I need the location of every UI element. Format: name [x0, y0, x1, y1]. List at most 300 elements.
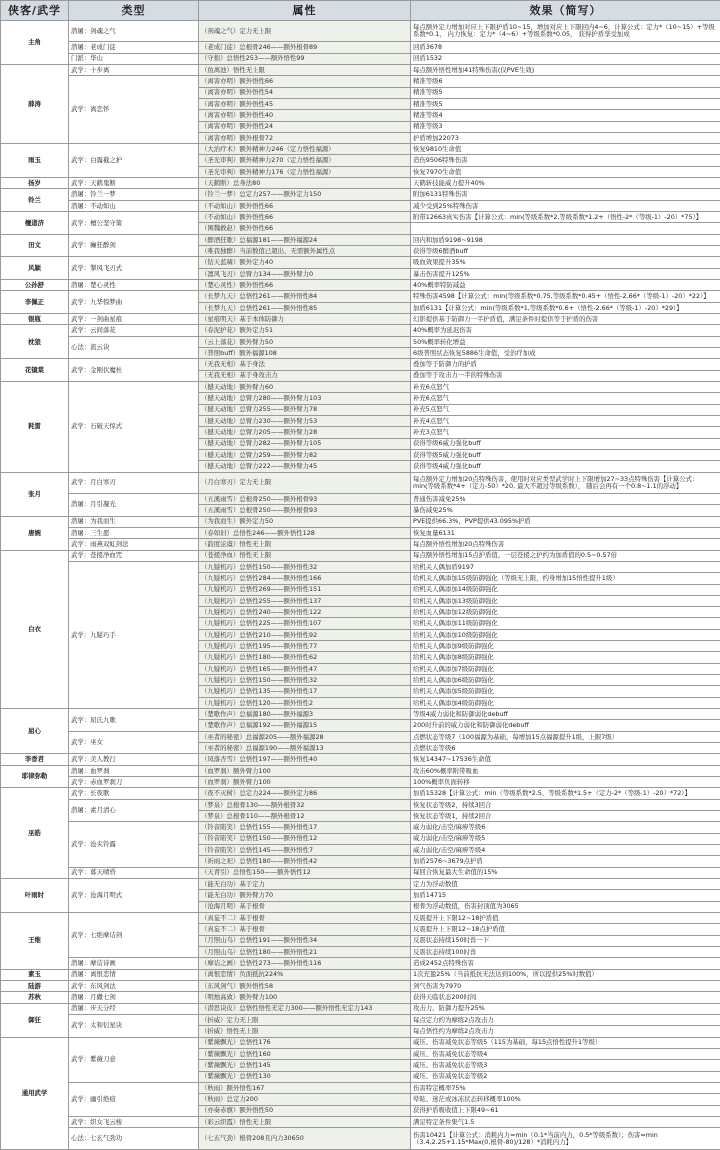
attribute-cell: （离害亦明）额外悟性45: [199, 98, 411, 109]
effect-cell: 给机关人偶添加8级防御强化: [411, 652, 720, 663]
hero-name-cell: 耶律弥勒: [1, 765, 69, 788]
attribute-cell: （九疑机巧）总悟性150——额外悟性32: [199, 675, 411, 686]
attribute-cell: （紫薇飘光）总悟性145: [199, 1060, 411, 1071]
attribute-cell: （九疑机巧）总悟性225——额外悟性107: [199, 618, 411, 629]
header-type: 类型: [69, 1, 199, 21]
attribute-cell: （真妄不二）基于根骨: [199, 924, 411, 935]
table-row: [1, 879, 720, 890]
attribute-cell: （春如旧）总悟性246——额外悟性128: [199, 527, 411, 538]
effect-cell: 伤害10421【计算公式：消耗内力=min（0.1*当前内力，0.5*等级系数）；伤害=min（3.4,2.25+1.15*Max(0,根骨-80)/128）*消耗内力】: [411, 1128, 720, 1150]
skill-type-cell: 武学：七绝摩诘剑: [69, 913, 199, 958]
effect-cell: 附带12663真实伤害【计算公式：min(等级系数*2,等级系数*1.2+（悟性-2*（等级-1）-20）*75）】: [411, 212, 720, 223]
attribute-cell: （沧海月明）基于根骨: [199, 901, 411, 912]
effect-cell: 恢复7970生命值: [411, 166, 720, 177]
table-row: [1, 382, 720, 393]
effect-cell: 获得等级4威力强化buff: [411, 461, 720, 472]
effect-cell: 精准等级4: [411, 110, 720, 121]
table-row: [1, 822, 720, 833]
attribute-cell: （五溪雨雪）总根骨250——额外根骨93: [199, 493, 411, 504]
effect-cell: 给机关人偶添加13级防御强化: [411, 595, 720, 606]
table-row: [1, 42, 720, 53]
attribute-cell: （凛风飞刃）总臂力134——额外臂力0: [199, 268, 411, 279]
effect-cell: 给机关人偶添加10级防御强化: [411, 629, 720, 640]
effect-cell: 回盾3678: [411, 42, 720, 53]
skill-type-cell: 潜屠：剑魂之气: [69, 21, 199, 42]
effect-cell: 伤害特定概率75%: [411, 1082, 720, 1093]
effect-cell: 每点额外悟性增加15点护盾值，一层苍援之护约为加盾值的0.5~0.57倍: [411, 550, 720, 561]
attribute-cell: （铃兰一梦）总定力257——额外定力150: [199, 189, 411, 200]
attribute-cell: （九疑机巧）总悟性150——额外悟性32: [199, 561, 411, 572]
attribute-cell: （离恨恋情）负面抵抗224%: [199, 969, 411, 980]
effect-cell: 威力弱化/击空/麻痹等级5: [411, 833, 720, 844]
hero-name-cell: 雨玉: [1, 144, 69, 178]
table-row: [1, 325, 720, 336]
table-row: [1, 799, 720, 810]
header-effect: 效果（简写）: [411, 1, 720, 21]
table-row: [1, 1003, 720, 1014]
table-row: [1, 539, 720, 550]
table-row: [1, 1014, 720, 1025]
skill-type-cell: 武学：檀公坚守策: [69, 212, 199, 235]
attribute-cell: （秋雨）额外悟性167: [199, 1082, 411, 1093]
attribute-cell: （九疑机巧）总悟性165——额外悟性47: [199, 663, 411, 674]
attribute-cell: （亦奏赤旗）额外悟性50: [199, 1105, 411, 1116]
effect-cell: 给机关人偶添加12级防御强化: [411, 607, 720, 618]
hero-name-cell: 铃兰: [1, 189, 69, 212]
skill-type-cell: 潜屠：离恨恋情: [69, 969, 199, 980]
attribute-cell: （星痕明天）基于本体防御力: [199, 314, 411, 325]
effect-cell: 40%概率特防减益: [411, 280, 720, 291]
skill-type-cell: 潜屠：月繖七剑: [69, 992, 199, 1003]
effect-cell: 回内和加盾9198~9198: [411, 234, 720, 245]
effect-cell: 恢复9810生命值: [411, 144, 720, 155]
table-body: [1, 21, 720, 1150]
attribute-cell: （梦泉）总根骨110——额外根骨12: [199, 811, 411, 822]
effect-cell: 每回合恢复最大生命值的15%: [411, 867, 720, 878]
effect-cell: 给机关人偶添加5级防御强化: [411, 686, 720, 697]
effect-cell: 每点额外定力增加20点特殊伤害，使用时对应类型武学时上下限增加27~33点特殊伤害【计算公式：min(等级系数*4+（定力-50）*20, 最大不超过等级系数）， 随后会再有一个0.8~1.1的浮动】: [411, 472, 720, 493]
attribute-cell: （围魏救赵）额外悟性66: [199, 223, 411, 234]
attribute-cell: （长梦九天）总悟性261——额外悟性84: [199, 291, 411, 302]
effect-cell: 恢复14347~17536生命值: [411, 754, 720, 765]
effect-cell: 补充6点怒气: [411, 393, 720, 404]
attribute-cell: （离害亦明）额外悟性40: [199, 110, 411, 121]
attribute-cell: （大治疗术）额外精神力246（定力悟性福源）: [199, 144, 411, 155]
effect-cell: 普通伤害减免25%: [411, 493, 720, 504]
skill-type-cell: 武学：九华惊梦曲: [69, 291, 199, 314]
hero-name-cell: 巫皓: [1, 788, 69, 879]
table-row: [1, 64, 720, 75]
attribute-cell: （月照山乌）总悟性180——额外悟性21: [199, 947, 411, 958]
attribute-cell: （撼天动地）总臂力259——额外臂力82: [199, 450, 411, 461]
attribute-cell: （唯我独醉）当前数值已超出，无需额外属性点: [199, 246, 411, 257]
effect-cell: 精准等级5: [411, 87, 720, 98]
attribute-cell: （血罗刹）额外臂力100: [199, 777, 411, 788]
skill-type-cell: 武学：屈氏九歌: [69, 709, 199, 732]
table-row: [1, 731, 720, 742]
attribute-cell: （九疑机巧）总悟性180——额外悟性62: [199, 652, 411, 663]
effect-cell: 获得等级6威力强化buff: [411, 438, 720, 449]
attribute-cell: （圣光审判）额外精神力176（定力悟性福源）: [199, 166, 411, 177]
attribute-cell: （九疑机巧）总悟性195——额外悟性77: [199, 641, 411, 652]
effect-cell: 反震提升上下限12~18点护盾值: [411, 924, 720, 935]
skill-type-cell: 潜屠：不动如山: [69, 200, 199, 211]
effect-cell: 40%概率为延迟伤害: [411, 325, 720, 336]
table-header-row: [1, 1, 720, 21]
effect-cell: 给机关人偶添加6级防御强化: [411, 675, 720, 686]
table-row: [1, 291, 720, 302]
hero-name-cell: 通用武学: [1, 1037, 69, 1149]
effect-cell: 精准等级6: [411, 76, 720, 87]
effect-cell: 威压、伤害减免状态等级5（115为基础，每15点悟性提升1等级）: [411, 1037, 720, 1048]
table-row: [1, 189, 720, 200]
table-row: [1, 76, 720, 87]
hero-name-cell: 薛涛: [1, 64, 69, 143]
attribute-cell: （巫者的秘密）总福源205——额外福源28: [199, 731, 411, 742]
hero-name-cell: 白衣: [1, 550, 69, 709]
attribute-cell: （撼天动地）总臂力255——额外臂力78: [199, 404, 411, 415]
effect-cell: 加盾6131【计算公式：min(等级系数*1,等级系数*0.6+（悟性-2.66*（等级-1）-20）*29）】: [411, 302, 720, 313]
skill-type-cell: 武学：金刚伏魔杜: [69, 359, 199, 382]
table-row: [1, 867, 720, 878]
effect-cell: 加盾2576~3679点护盾: [411, 856, 720, 867]
attribute-cell: （祈雨之祀）总悟性180——额外悟性42: [199, 856, 411, 867]
effect-cell: 威力弱化/击空/麻痹等级4: [411, 845, 720, 856]
effect-cell: 定力为浮动数值: [411, 879, 720, 890]
attribute-cell: （铃音陷笑）总悟性150——额外悟性12: [199, 833, 411, 844]
skill-type-cell: 武学：沧海月明式: [69, 879, 199, 913]
attribute-cell: （摩诘之画）总悟性273——额外悟性116: [199, 958, 411, 969]
effect-cell: 补充6点怒气: [411, 382, 720, 393]
table-row: [1, 969, 720, 980]
attribute-cell: （凤落杏雪）总悟性197——额外悟性40: [199, 754, 411, 765]
effect-cell: 护盾增加22073: [411, 132, 720, 143]
skill-type-cell: 武学：九疑巧手: [69, 561, 199, 708]
effect-cell: 反震提升上下限12~18护盾值: [411, 913, 720, 924]
effect-cell: 根骨为浮动数值，伤害封顶值为3065: [411, 901, 720, 912]
attribute-cell: （老成门徒）总根骨246——额外根骨89: [199, 42, 411, 53]
hero-name-cell: 耗雷: [1, 382, 69, 473]
skill-type-cell: 武学：天鹤鬼断: [69, 178, 199, 189]
table-row: [1, 777, 720, 788]
attribute-cell: （撼天动地）额外臂力60: [199, 382, 411, 393]
effect-cell: 每点额外悟性增加41特殊伤害(仅PVE生效): [411, 64, 720, 75]
skill-type-cell: 武学：赤血罗刹刀: [69, 777, 199, 788]
skill-type-cell: 潜屠：血罗刹: [69, 765, 199, 776]
skill-type-cell: 武学：白露截之护: [69, 144, 199, 178]
effect-cell: 给机关人偶添加15级防御强化（等级无上限，约身增加15悟性提升1级）: [411, 573, 720, 584]
skill-type-cell: 潜屠：楚心灵性: [69, 280, 199, 291]
attribute-cell: （剑魂之气）定力无上限: [199, 21, 411, 42]
skill-type-cell: 武学：紫薇刀意: [69, 1037, 199, 1082]
hero-name-cell: 屈心: [1, 709, 69, 754]
attribute-cell: （春泥护花）额外定力51: [199, 325, 411, 336]
attribute-cell: （离害亦明）额外悟性24: [199, 121, 411, 132]
skill-type-cell: 武学：一剑曲星痕: [69, 314, 199, 325]
attribute-cell: （撼天动地）总臂力230——额外臂力53: [199, 416, 411, 427]
effect-cell: [411, 223, 720, 234]
attribute-cell: （潜思诀皮）总悟性悟性无定力300——额外悟性无定力143: [199, 1003, 411, 1014]
attribute-cell: （不动如山）额外悟性66: [199, 200, 411, 211]
effect-cell: PVE提供66.3%，PVP提供43.095%护盾: [411, 516, 720, 527]
attribute-cell: （九疑机巧）总悟性255——额外悟性137: [199, 595, 411, 606]
attribute-cell: （撼天动地）总臂力282——额外臂力105: [199, 438, 411, 449]
attribute-cell: （紫薇飘光）总悟性160: [199, 1048, 411, 1059]
effect-cell: 加盾14715: [411, 890, 720, 901]
effect-cell: 6级普照状态恢复5886生命值，受治疗加成: [411, 348, 720, 359]
skill-type-cell: 武学：癫狂醉剑: [69, 234, 199, 257]
skill-type-cell: 武学：石破天惊式: [69, 382, 199, 473]
effect-cell: 200时升前的威力弱化和防御弱化debuff: [411, 720, 720, 731]
attribute-cell: （楚歌作声）总福源192——额外福源15: [199, 720, 411, 731]
attribute-cell: （真妄不二）基于根骨: [199, 913, 411, 924]
effect-cell: 点燃状态等级6: [411, 743, 720, 754]
hero-name-cell: 李佩正: [1, 291, 69, 314]
effect-cell: 给机关人偶添加4级防御强化: [411, 697, 720, 708]
skill-type-cell: 心法：流云诀: [69, 336, 199, 359]
table-row: [1, 788, 720, 799]
hero-name-cell: 张月: [1, 472, 69, 516]
attribute-cell: （九疑机巧）总悟性120——额外悟性2: [199, 697, 411, 708]
hero-name-cell: 唐婉: [1, 516, 69, 550]
table-row: [1, 359, 720, 370]
attribute-cell: （离害亦明）额外悟性66: [199, 76, 411, 87]
effect-cell: 反震状态持续100时兽: [411, 947, 720, 958]
attribute-cell: （无我无相）基于身法: [199, 359, 411, 370]
effect-cell: 回盾1532: [411, 53, 720, 64]
hero-name-cell: 叶雨时: [1, 879, 69, 913]
hero-name-cell: 风颖: [1, 257, 69, 280]
effect-cell: 每点悟性约为摩练2点攻击力: [411, 1026, 720, 1037]
attribute-cell: （九疑机巧）总悟性269——额外悟性151: [199, 584, 411, 595]
skill-type-cell: 武学：美人教行: [69, 754, 199, 765]
skill-type-cell: 心法：七玄气劲功: [69, 1128, 199, 1150]
attribute-cell: （天鹤断）总身法80: [199, 178, 411, 189]
attribute-cell: （血罗刹）额外臂力100: [199, 765, 411, 776]
skill-type-cell: 武学：太和衍星诀: [69, 1014, 199, 1037]
attribute-cell: （七玄气劲）根骨208且内力30650: [199, 1128, 411, 1150]
attribute-cell: （夜不灭树）总定力224——额外定力86: [199, 788, 411, 799]
attribute-cell: （撼天动地）总臂力205——额外臂力28: [199, 427, 411, 438]
table-row: [1, 980, 720, 991]
effect-cell: 给机关人偶添加14级防御强化: [411, 584, 720, 595]
hero-name-cell: 李香君: [1, 754, 69, 765]
attribute-cell: （铃音陷笑）总悟性145——额外悟性7: [199, 845, 411, 856]
table-row: [1, 992, 720, 1003]
effect-cell: 补充5点怒气: [411, 404, 720, 415]
table-row: [1, 550, 720, 561]
attribute-cell: （九疑机巧）总悟性210——额外悟性92: [199, 629, 411, 640]
attribute-cell: （秋雨）总定力200: [199, 1094, 411, 1105]
skill-type-cell: 武学：沧夹铃露: [69, 822, 199, 867]
hero-name-cell: 苏秋: [1, 992, 69, 1003]
attribute-cell: （月照山乌）总悟性191——额外悟性34: [199, 935, 411, 946]
skill-type-cell: 门派：华山: [69, 53, 199, 64]
effect-cell: 给机关人偶添加11级防御强化: [411, 618, 720, 629]
hero-name-cell: 御狂: [1, 1003, 69, 1037]
effect-cell: 吸血效果提升35%: [411, 257, 720, 268]
attribute-cell: （离害亦明）额外悟性54: [199, 87, 411, 98]
attribute-cell: （韵度泫虞）悟性无上限: [199, 539, 411, 550]
effect-cell: 获得天临状态200时间: [411, 992, 720, 1003]
attribute-cell: （鱼离池）悟性无上限: [199, 64, 411, 75]
effect-cell: 晕眩、迷茫或冰冻状态转移概率100%: [411, 1094, 720, 1105]
hero-name-cell: 花镜棠: [1, 359, 69, 382]
effect-cell: 威压、伤害减免状态等级3: [411, 1060, 720, 1071]
skill-type-cell: 潜屠：三生愿: [69, 527, 199, 538]
attribute-cell: （天青引）总悟性150——额外悟性12: [199, 867, 411, 878]
attribute-cell: （梦泉）总根骨130——额外根骨32: [199, 799, 411, 810]
effect-cell: 威压、伤害减免状态等级2: [411, 1071, 720, 1082]
effect-cell: 暴击伤害提升125%: [411, 268, 720, 279]
table-row: [1, 958, 720, 969]
effect-cell: 造伤9506特殊伤害: [411, 155, 720, 166]
skill-type-cell: 武学：掣风飞刃式: [69, 257, 199, 280]
hero-name-cell: 檀道济: [1, 212, 69, 235]
attribute-cell: （撼天动地）总臂力222——额外臂力45: [199, 461, 411, 472]
attribute-cell: （为我而生）额外定力50: [199, 516, 411, 527]
effect-cell: 攻击60%概率附带吸血: [411, 765, 720, 776]
hero-name-cell: 扬岁: [1, 178, 69, 189]
header-attribute: 属性: [199, 1, 411, 21]
effect-cell: 给机关人偶添加7级防御强化: [411, 663, 720, 674]
effect-cell: 给机关人偶加盾9197: [411, 561, 720, 572]
effect-cell: 满足特定条件集气1.5: [411, 1116, 720, 1127]
effect-cell: 减少受到25%特殊伤害: [411, 200, 720, 211]
attribute-cell: （紫薇飘光）总悟性176: [199, 1037, 411, 1048]
attribute-cell: （守拙）总悟性253——额外悟性99: [199, 53, 411, 64]
table-row: [1, 336, 720, 347]
skill-type-cell: 武学：苍援净血咒: [69, 550, 199, 561]
effect-cell: 幻影提供基于防御力一半护盾值，满足条件时提供等于护盾的伤害: [411, 314, 720, 325]
skill-type-cell: 武学：月白寒刃: [69, 472, 199, 493]
table-row: [1, 212, 720, 223]
effect-cell: 等级4威力弱化和防御弱化debuff: [411, 709, 720, 720]
attribute-cell: （巫者的秘密）总福源190——额外福源13: [199, 743, 411, 754]
attribute-cell: （折威）定力无上限: [199, 1014, 411, 1025]
skill-type-cell: 武学：巫女: [69, 731, 199, 754]
table-row: [1, 561, 720, 572]
effect-cell: 造成2452点特殊伤害: [411, 958, 720, 969]
effect-cell: 1次充盈25%（当前抵抗无法达到100%，所以提供25%时数值）: [411, 969, 720, 980]
skill-type-cell: 潜屠：为我而生: [69, 516, 199, 527]
hero-name-cell: 陆游: [1, 980, 69, 991]
table-row: [1, 234, 720, 245]
table-row: [1, 493, 720, 504]
attribute-cell: （苍援净血）悟性无上限: [199, 550, 411, 561]
attribute-cell: （无我无相）基于身攻击力: [199, 370, 411, 381]
skill-type-cell: 潜屠：摩诘诗画: [69, 958, 199, 969]
skill-type-cell: 武学：雨燕双虹剑法: [69, 539, 199, 550]
table-row: [1, 178, 720, 189]
effect-cell: 叠加等于防御力的护盾: [411, 359, 720, 370]
table-row: [1, 472, 720, 493]
table-row: [1, 257, 720, 268]
skill-type-cell: 潜屠：月引凝光: [69, 493, 199, 516]
attribute-cell: （月白寒刃）定力无上限: [199, 472, 411, 493]
skill-type-cell: 武学：离恋怀: [69, 76, 199, 144]
attribute-cell: （长梦九天）总悟性261——额外悟性85: [199, 302, 411, 313]
hero-name-cell: 王维: [1, 913, 69, 970]
table-row: [1, 144, 720, 155]
table-row: [1, 1128, 720, 1150]
table-row: [1, 754, 720, 765]
attribute-cell: （九疑机巧）总悟性284——额外悟性166: [199, 573, 411, 584]
effect-cell: 恢复血量6131: [411, 527, 720, 538]
table-row: [1, 314, 720, 325]
effect-cell: 剑气伤害为7970: [411, 980, 720, 991]
table-row: [1, 516, 720, 527]
effect-cell: 每点额外定力增加对应上下限护盾10~15，增加对应上下限回内4~6，计算公式：定力*（10~15）+等级系数*0.1， 内力恢复：定力*（4~6）+等级系数*0.05， 获得护盾享受加成: [411, 21, 720, 42]
skill-type-cell: 武学：织女飞云梭: [69, 1116, 199, 1127]
table-row: [1, 21, 720, 42]
effect-cell: 加盾15328【计算公式：min（等级系数*2.5，等级系数*1.5+（定力-2*（等级-1）-20）*72）】: [411, 788, 720, 799]
effect-cell: 获得护盾吸收值上下限49~61: [411, 1105, 720, 1116]
skill-type-cell: 潜屠：铃兰一梦: [69, 189, 199, 200]
attribute-cell: （云上落花）额外臂力50: [199, 336, 411, 347]
attribute-cell: （紫薇飘光）总悟性130: [199, 1071, 411, 1082]
effect-cell: 50%概率转化增益: [411, 336, 720, 347]
skill-type-cell: 武学：十步离: [69, 64, 199, 75]
skill-type-cell: 武学：东风剑法: [69, 980, 199, 991]
table-row: [1, 913, 720, 924]
attribute-cell: （钻天蓝啸）额外定力40: [199, 257, 411, 268]
attribute-cell: （明烛高致）额外臂力100: [199, 992, 411, 1003]
table-row: [1, 527, 720, 538]
table-row: [1, 53, 720, 64]
hero-name-cell: 田文: [1, 234, 69, 257]
skill-type-cell: 武学：云间落花: [69, 325, 199, 336]
skill-type-cell: 潜屠：素月清心: [69, 799, 199, 822]
table-row: [1, 280, 720, 291]
hero-name-cell: 素玉: [1, 969, 69, 980]
attribute-cell: （能无白功）额外臂力70: [199, 890, 411, 901]
skill-type-cell: 潜屠：老成门徒: [69, 42, 199, 53]
hero-name-cell: 枕狼: [1, 325, 69, 359]
effect-cell: 补充4点怒气: [411, 416, 720, 427]
attribute-cell: （九疑机巧）总悟性135——额外悟性17: [199, 686, 411, 697]
table-row: [1, 765, 720, 776]
attribute-cell: （东风剑气）额外悟性58: [199, 980, 411, 991]
attribute-cell: （能无白功）基于定力: [199, 879, 411, 890]
attribute-cell: （九疑机巧）总悟性240——额外悟性122: [199, 607, 411, 618]
header-hero: 侠客/武学: [1, 1, 69, 21]
table-row: [1, 1037, 720, 1048]
skill-type-cell: 武学：长夜歌: [69, 788, 199, 799]
effect-cell: 点燃状态等级7（100福源为基础，每增加15点福源提升1级，上限7级）: [411, 731, 720, 742]
attribute-cell: （撼天动地）总臂力280——额外臂力103: [199, 393, 411, 404]
hero-name-cell: 公孙舒: [1, 280, 69, 291]
effect-cell: 恢复状态等级1，持续2回合: [411, 811, 720, 822]
attribute-cell: （楚心灵性）额外悟性66: [199, 280, 411, 291]
effect-cell: 反震状态持续150时兽一下: [411, 935, 720, 946]
attribute-cell: （圣光审判）额外精神力270（定力悟性福源）: [199, 155, 411, 166]
skill-type-cell: 武学：幽引绝痕: [69, 1082, 199, 1116]
effect-cell: 特殊伤害4598【计算公式：min(等级系数*0.75,等级系数*0.45+（悟性-2.66*（等级-1）-20）*22）】: [411, 291, 720, 302]
attribute-cell: （楚歌作声）总福源180——额外福源3: [199, 709, 411, 720]
table-row: [1, 709, 720, 720]
effect-cell: 天鹤斩技能威力提升40%: [411, 178, 720, 189]
table-row: [1, 1082, 720, 1093]
effect-cell: 100%概率负面转移: [411, 777, 720, 788]
effect-cell: 叠加等于攻击力一半的特殊伤害: [411, 370, 720, 381]
effect-cell: 威力弱化/击空/麻痹等级6: [411, 822, 720, 833]
effect-cell: 暴伤减免25%: [411, 505, 720, 516]
effect-cell: 附加6131特殊伤害: [411, 189, 720, 200]
skill-type-cell: 潜屠：步天分经: [69, 1003, 199, 1014]
attribute-cell: （普照buff）额外福源108: [199, 348, 411, 359]
attribute-cell: （醉酒狂歌）总福源181——额外福源24: [199, 234, 411, 245]
